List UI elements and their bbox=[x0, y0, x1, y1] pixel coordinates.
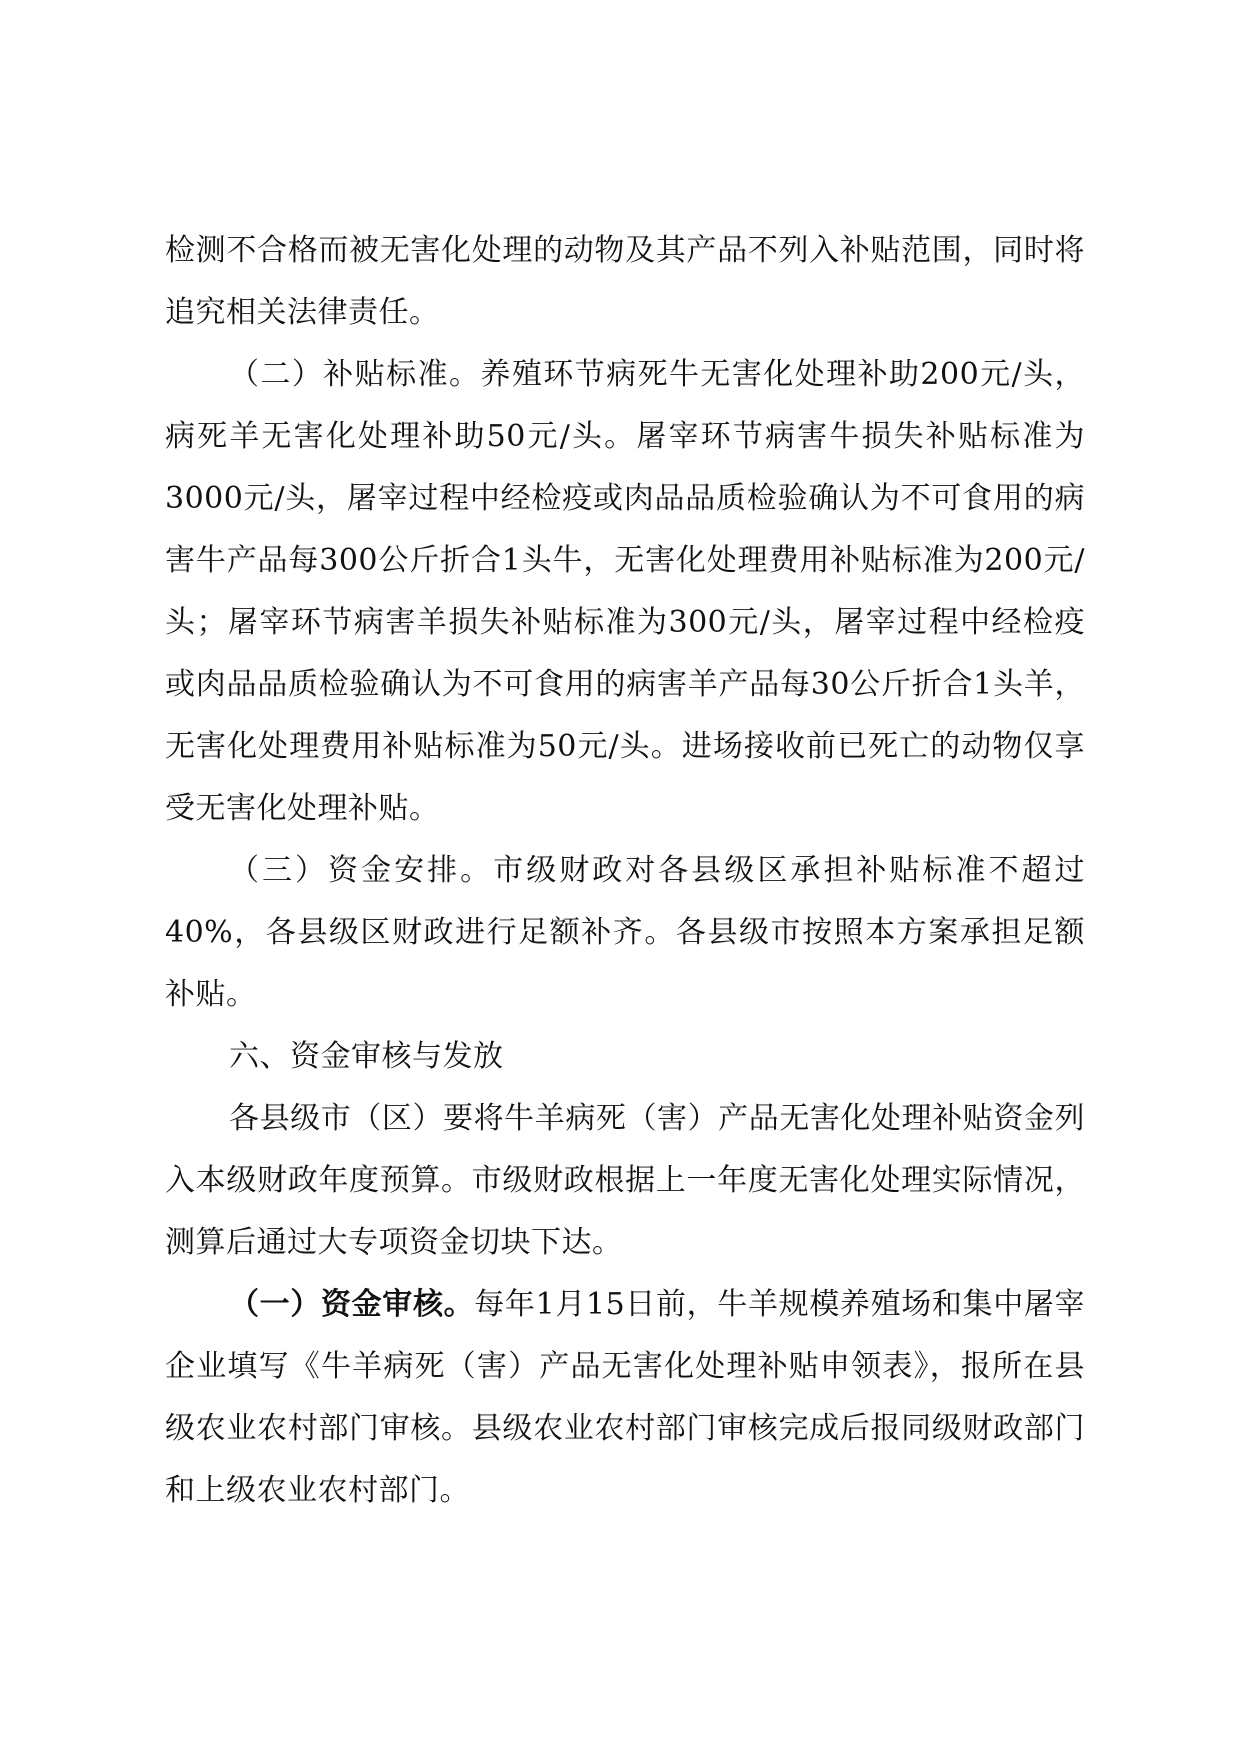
document-page bbox=[165, 220, 1085, 1522]
section-lead-fund-arrangement: （三）资金安排。 bbox=[229, 853, 494, 888]
paragraph-budget bbox=[165, 1088, 1085, 1274]
paragraph-text: 市级财政对各县级区承担补贴标准不超过40%，各县级区财政进行足额补齐。各县级市按照本方案承担足额补贴。 bbox=[165, 853, 1086, 1012]
paragraph-text: 各县级市（区）要将牛羊病死（害）产品无害化处理补贴资金列入本级财政年度预算。市级财政根据上一年度无害化处理实际情况，测算后通过大专项资金切块下达。 bbox=[165, 1101, 1085, 1260]
paragraph-text: 检测不合格而被无害化处理的动物及其产品不列入补贴范围，同时将追究相关法律责任。 bbox=[165, 233, 1085, 330]
paragraph-text: 每年1月15日前，牛羊规模养殖场和集中屠宰企业填写《牛羊病死（害）产品无害化处理补贴申领表》，报所在县级农业农村部门审核。县级农业农村部门审核完成后报同级财政部门和上级农业农村部门。 bbox=[165, 1287, 1086, 1508]
paragraph-fund-arrangement bbox=[165, 840, 1085, 1026]
section-lead-subsidy-standard: （二）补贴标准。 bbox=[229, 357, 481, 392]
section-heading-fund-review: 六、资金审核与发放 bbox=[229, 1039, 504, 1074]
paragraph-fund-review bbox=[165, 1274, 1085, 1522]
paragraph-subsidy-standard bbox=[165, 344, 1085, 840]
paragraph-subsidy-exclusion bbox=[165, 220, 1085, 344]
paragraph-text: 养殖环节病死牛无害化处理补助200元/头，病死羊无害化处理补助50元/头。屠宰环节病害牛损失补贴标准为3000元/头，屠宰过程中经检疫或肉品品质检验确认为不可食用的病害牛产品每300公斤折合1头牛，无害化处理费用补贴标准为200元/头；屠宰环节病害羊损失补贴标准为300元/头，屠宰过程中经检疫或肉品品质检验确认为不可食用的病害羊产品每30公斤折合1头羊，无害化处理费用补贴标准为50元/头。进场接收前已死亡的动物仅享受无害化处理补贴。 bbox=[165, 357, 1086, 826]
section-lead-fund-review: （一）资金审核。 bbox=[229, 1287, 475, 1322]
